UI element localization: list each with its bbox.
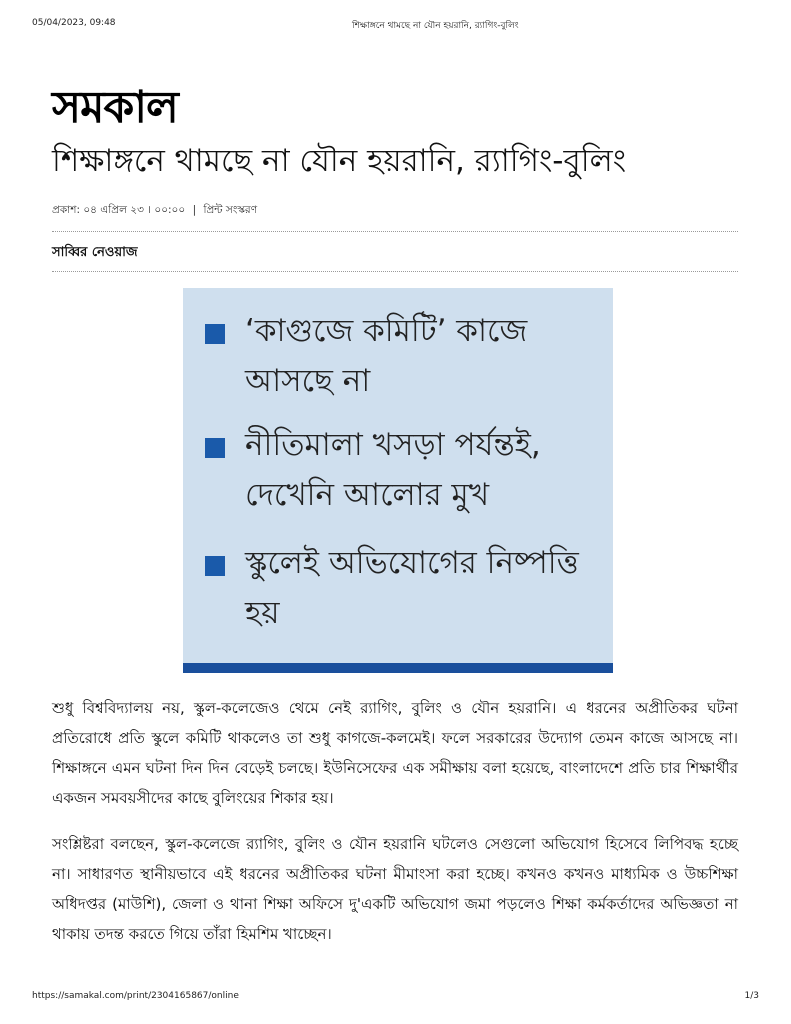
article-paragraph: শুধু বিশ্ববিদ্যালয় নয়, স্কুল-কলেজেও থেমে নেই র‍্যাগিং, বুলিং ও যৌন হয়রানি। এ ধরনের অপ্রীতিকর ঘটনা প্রতিরোধে প্রতি স্কুলে কমিটি থাকলেও তা শুধু কাগজে-কলমেই। ফলে সরকারের উদ্যোগ তেমন কাজে আসছে না। শিক্ষাঙ্গনে এমন ঘটনা দিন দিন বেড়েই চলছে। ইউনিসেফের এক সমীক্ষায় বলা হয়েছে, বাংলাদেশে প্রতি চার শিক্ষার্থীর একজন সমবয়সীদের কাছে বুলিংয়ের শিকার হয়। — [52, 699, 738, 807]
article-paragraph: সংশ্লিষ্টরা বলছেন, স্কুল-কলেজে র‍্যাগিং, বুলিং ও যৌন হয়রানি ঘটলেও সেগুলো অভিযোগ হিসেবে লিপিবদ্ধ হচ্ছে না। সাধারণত স্থানীয়ভাবে এই ধরনের অপ্রীতিকর ঘটনা মীমাংসা করা হচ্ছে। কখনও কখনও মাধ্যমিক ও উচ্চশিক্ষা অধিদপ্তর (মাউশি), জেলা ও থানা শিক্ষা অফিসে দু'একটি অভিযোগ জমা পড়লেও শিক্ষা কর্মকর্তাদের অভিজ্ঞতা না থাকায় তদন্ত করতে গিয়ে তাঁরা হিমশিম খাচ্ছেন। — [52, 835, 738, 943]
print-header — [32, 18, 759, 32]
divider — [52, 231, 738, 232]
published-date: প্রকাশ: ০৪ এপ্রিল ২৩ । ০০:০০ — [52, 204, 186, 216]
print-edition-link[interactable]: প্রিন্ট সংস্করণ — [203, 204, 258, 216]
square-bullet-icon — [205, 324, 225, 344]
square-bullet-icon — [205, 556, 225, 576]
print-footer — [32, 991, 759, 1005]
highlights-bottom-bar — [183, 663, 613, 673]
divider — [52, 271, 738, 272]
print-datetime: 05/04/2023, 09:48 — [32, 18, 116, 28]
highlight-text: নীতিমালা খসড়া পর্যন্তই, দেখেনি আলোর মুখ — [245, 427, 541, 513]
article-body — [52, 693, 738, 965]
meta-separator: | — [192, 204, 197, 216]
highlights-box — [183, 288, 613, 673]
print-title: শিক্ষাঙ্গনে থামছে না যৌন হয়রানি, র‍্যাগিং-বুলিং — [352, 21, 519, 31]
page-number: 1/3 — [744, 991, 759, 1001]
article-headline: শিক্ষাঙ্গনে থামছে না যৌন হয়রানি, র‍্যাগিং-বুলিং — [52, 143, 627, 179]
highlight-text: স্কুলেই অভিযোগের নিষ্পত্তি হয় — [245, 545, 579, 631]
article-meta — [52, 203, 257, 220]
article-author: সাব্বির নেওয়াজ — [52, 245, 138, 260]
page-url: https://samakal.com/print/2304165867/online — [32, 991, 239, 1001]
square-bullet-icon — [205, 438, 225, 458]
highlight-text: ‘কাগুজে কমিটি’ কাজে আসছে না — [245, 313, 528, 399]
site-logo: সমকাল — [52, 82, 178, 133]
